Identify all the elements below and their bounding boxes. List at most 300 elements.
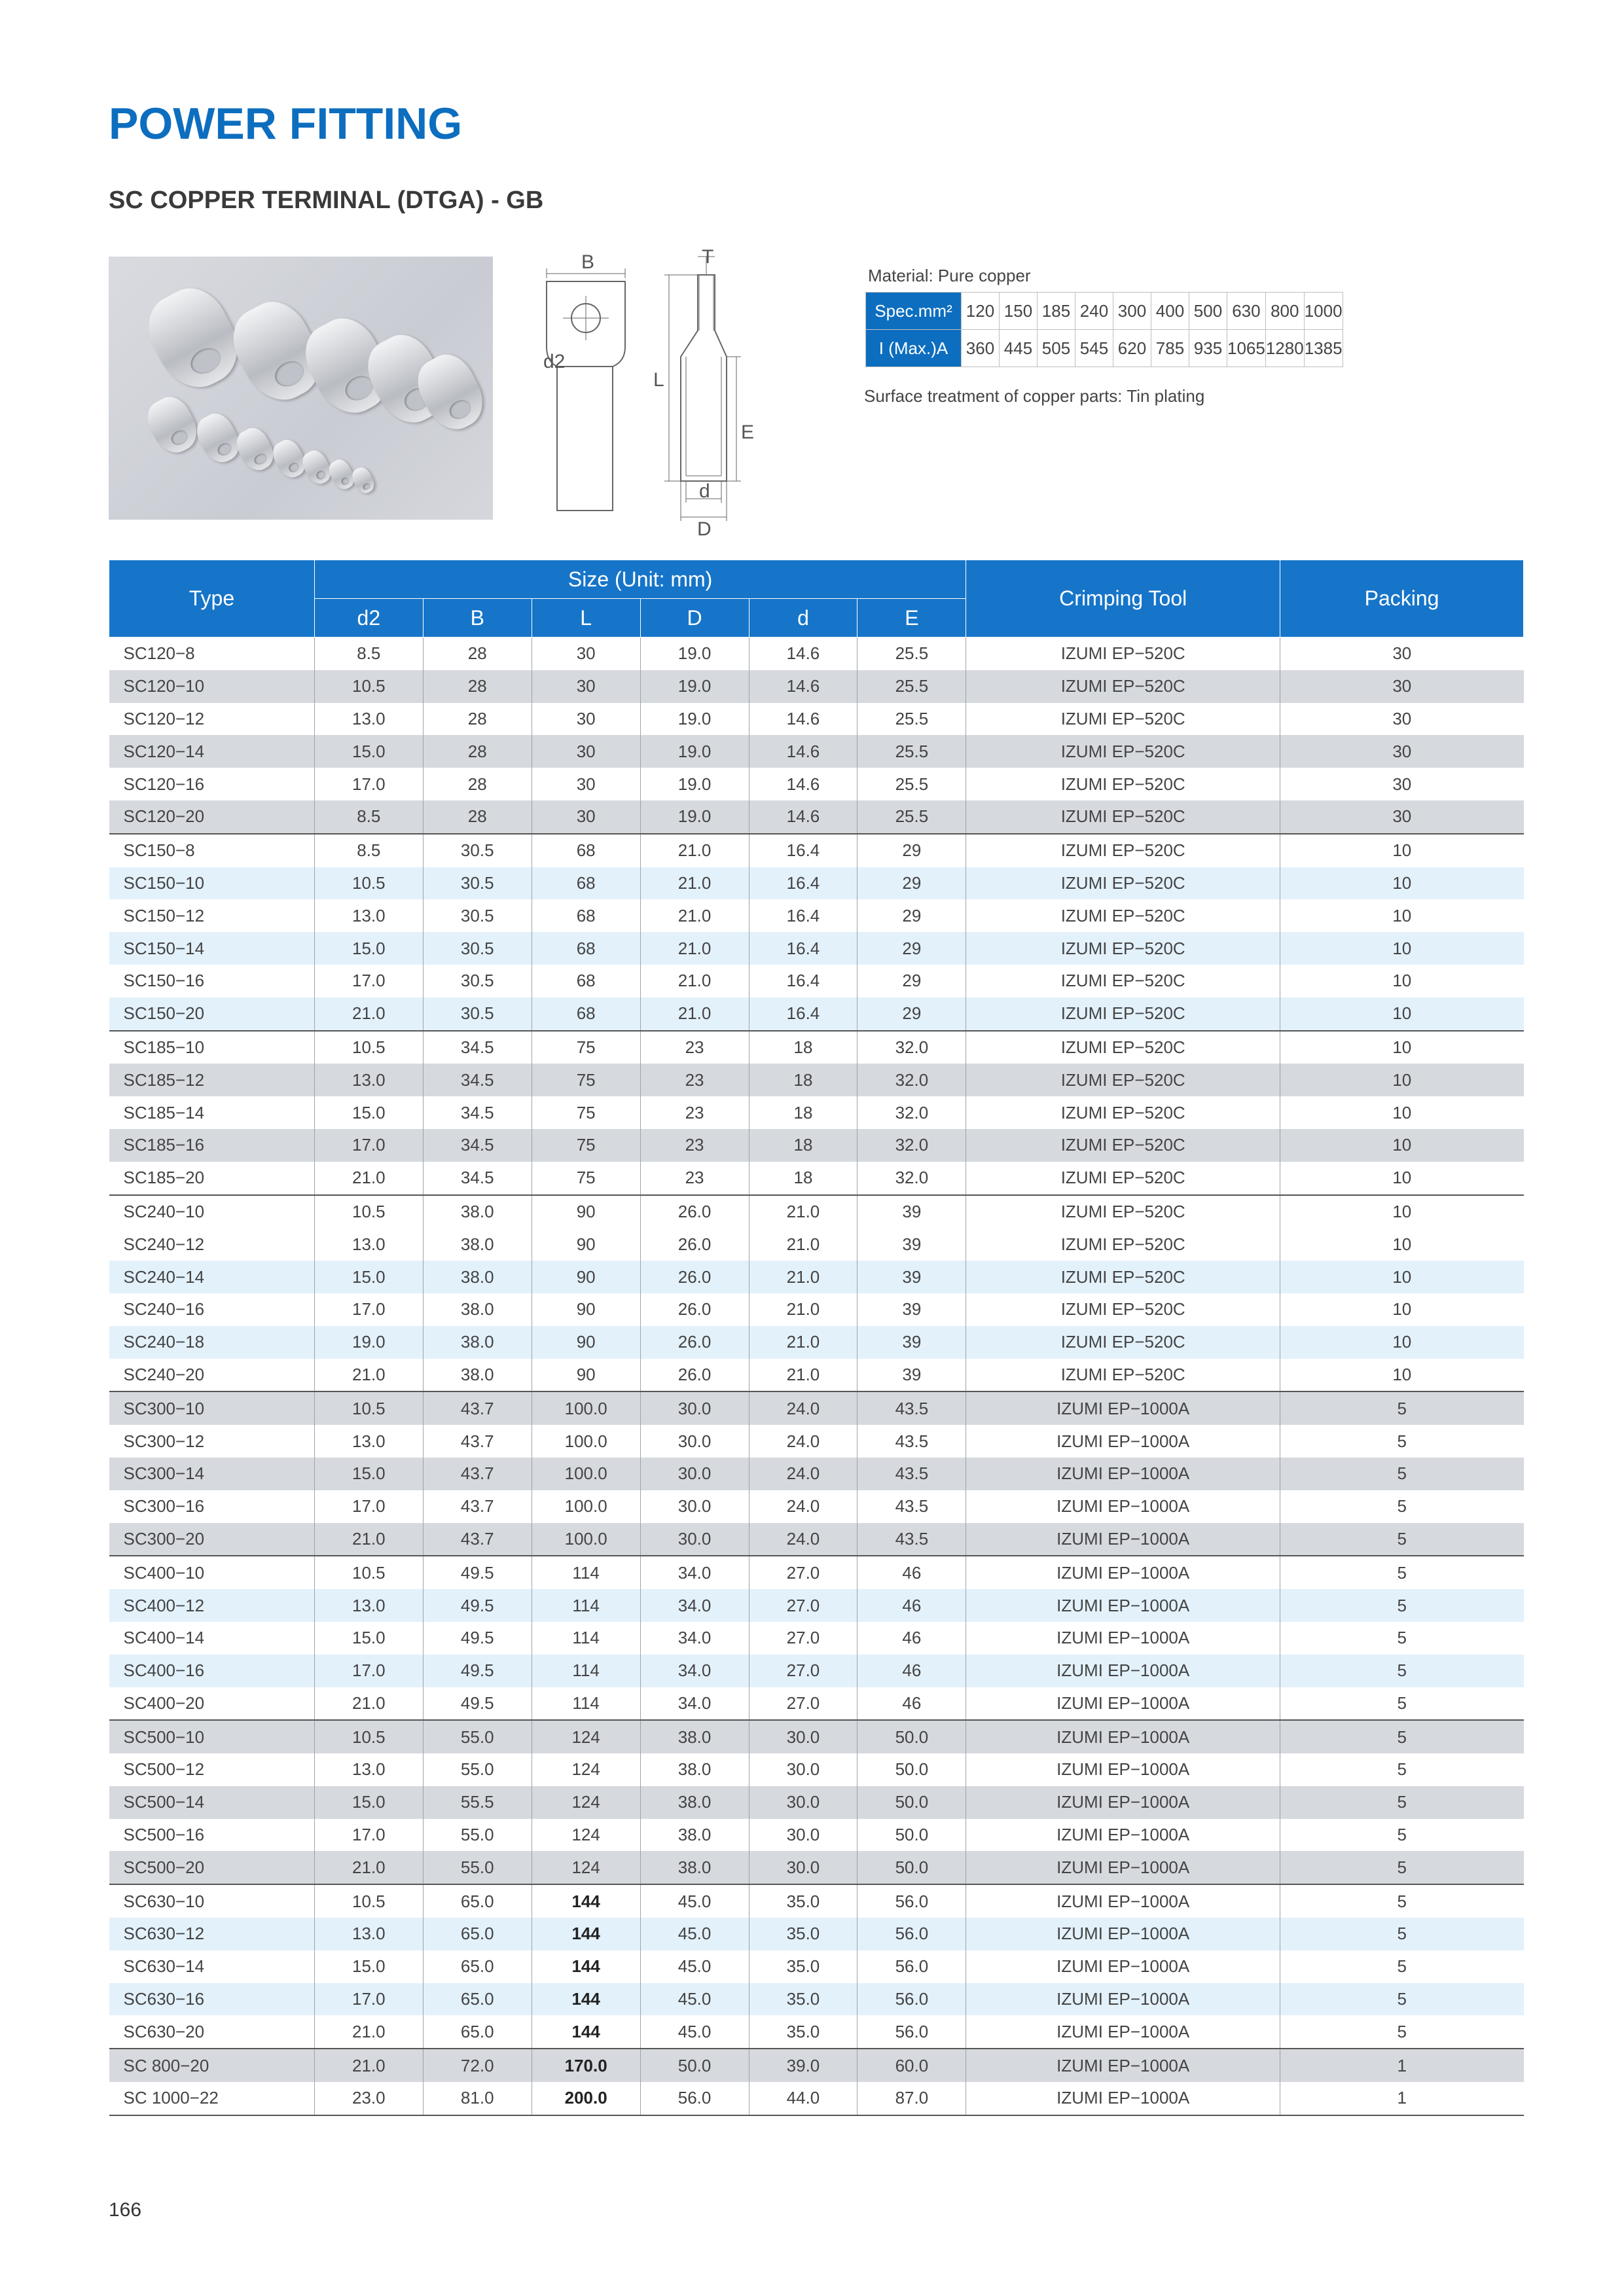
cell-big-d: 26.0 [640,1293,749,1326]
cell-crimping-tool: IZUMI EP−1000A [966,1523,1280,1556]
drawing-label-e: E [741,422,755,443]
cell-l: 170.0 [532,2049,640,2082]
cell-l: 90 [532,1228,640,1261]
cell-packing: 10 [1280,1228,1524,1261]
cell-type: SC240−12 [109,1228,315,1261]
cell-l: 30 [532,670,640,703]
cell-big-d: 21.0 [640,834,749,867]
cell-e: 25.5 [857,735,966,768]
drawing-label-d2: d2 [543,351,566,372]
cell-big-d: 19.0 [640,768,749,800]
table-row [109,1622,1524,1655]
cell-d2: 21.0 [314,997,423,1031]
cell-e: 29 [857,834,966,867]
cell-packing: 10 [1280,834,1524,867]
cell-big-d: 21.0 [640,899,749,932]
cell-crimping-tool: IZUMI EP−520C [966,768,1280,800]
cell-b: 38.0 [423,1293,532,1326]
cell-type: SC300−14 [109,1458,315,1490]
cell-big-d: 21.0 [640,867,749,900]
cell-crimping-tool: IZUMI EP−1000A [966,2049,1280,2082]
cell-big-d: 45.0 [640,2015,749,2049]
cell-crimping-tool: IZUMI EP−1000A [966,1950,1280,1983]
cell-d2: 15.0 [314,735,423,768]
table-row [109,899,1524,932]
cell-e: 25.5 [857,670,966,703]
cell-d: 16.4 [749,899,857,932]
table-row [109,834,1524,867]
spec-cell: 1000 [1304,293,1343,330]
table-row [109,1918,1524,1950]
cell-l: 68 [532,932,640,965]
cell-l: 144 [532,2015,640,2049]
cell-crimping-tool: IZUMI EP−520C [966,1359,1280,1392]
cell-d2: 15.0 [314,932,423,965]
cell-crimping-tool: IZUMI EP−520C [966,1195,1280,1229]
cell-e: 29 [857,899,966,932]
table-row [109,1983,1524,2016]
cell-big-d: 45.0 [640,1983,749,2016]
cell-crimping-tool: IZUMI EP−1000A [966,1918,1280,1950]
cell-e: 43.5 [857,1425,966,1458]
cell-b: 55.0 [423,1851,532,1884]
cell-l: 30 [532,768,640,800]
cell-l: 114 [532,1687,640,1721]
cell-l: 114 [532,1589,640,1622]
technical-drawing [530,249,838,537]
cell-type: SC150−12 [109,899,315,932]
spec-cell: 120 [962,293,1000,330]
cell-packing: 10 [1280,1129,1524,1162]
cell-crimping-tool: IZUMI EP−1000A [966,1851,1280,1884]
table-row [109,1786,1524,1819]
cell-crimping-tool: IZUMI EP−520C [966,997,1280,1031]
surface-note: Surface treatment of copper parts: Tin plating [864,386,1205,406]
cell-type: SC300−12 [109,1425,315,1458]
cell-type: SC500−10 [109,1720,315,1753]
cell-type: SC150−16 [109,965,315,997]
cell-d: 21.0 [749,1195,857,1229]
cell-d: 35.0 [749,1918,857,1950]
cell-e: 39 [857,1228,966,1261]
cell-d2: 15.0 [314,1622,423,1655]
cell-packing: 5 [1280,1851,1524,1884]
cell-type: SC120−8 [109,637,315,670]
table-row [109,1425,1524,1458]
table-row [109,932,1524,965]
cell-crimping-tool: IZUMI EP−520C [966,899,1280,932]
cell-d: 18 [749,1129,857,1162]
cell-crimping-tool: IZUMI EP−520C [966,1162,1280,1195]
cell-type: SC185−12 [109,1064,315,1096]
cell-e: 50.0 [857,1819,966,1852]
cell-b: 49.5 [423,1589,532,1622]
cell-crimping-tool: IZUMI EP−1000A [966,1786,1280,1819]
table-row [109,1064,1524,1096]
header-crimping-tool: Crimping Tool [966,560,1280,637]
spec-cell: 1385 [1304,330,1343,367]
cell-b: 38.0 [423,1359,532,1392]
cell-big-d: 19.0 [640,735,749,768]
cell-l: 114 [532,1622,640,1655]
cell-l: 100.0 [532,1523,640,1556]
cell-type: SC400−12 [109,1589,315,1622]
table-row [109,1162,1524,1195]
cell-packing: 5 [1280,1589,1524,1622]
cell-e: 50.0 [857,1851,966,1884]
cell-crimping-tool: IZUMI EP−1000A [966,1490,1280,1523]
cell-d2: 13.0 [314,703,423,736]
table-row [109,1556,1524,1589]
header-packing: Packing [1280,560,1524,637]
cell-crimping-tool: IZUMI EP−1000A [966,1983,1280,2016]
spec-table [865,292,1343,367]
header-e: E [857,599,966,637]
cell-e: 29 [857,997,966,1031]
cell-l: 144 [532,1884,640,1918]
cell-l: 100.0 [532,1391,640,1425]
spec-cell: 445 [1000,330,1038,367]
cell-packing: 5 [1280,1950,1524,1983]
cell-packing: 5 [1280,1391,1524,1425]
cell-crimping-tool: IZUMI EP−520C [966,1129,1280,1162]
spec-cell: 1280 [1265,330,1304,367]
cell-type: SC120−14 [109,735,315,768]
cell-crimping-tool: IZUMI EP−1000A [966,1458,1280,1490]
table-row [109,1096,1524,1129]
cell-type: SC120−10 [109,670,315,703]
cell-d: 21.0 [749,1326,857,1359]
cell-l: 144 [532,1983,640,2016]
cell-packing: 10 [1280,1195,1524,1229]
cell-type: SC300−10 [109,1391,315,1425]
table-row [109,1261,1524,1293]
cell-type: SC 1000−22 [109,2082,315,2115]
cell-type: SC240−14 [109,1261,315,1293]
cell-big-d: 30.0 [640,1458,749,1490]
cell-crimping-tool: IZUMI EP−520C [966,1261,1280,1293]
cell-d2: 15.0 [314,1261,423,1293]
cell-b: 43.7 [423,1391,532,1425]
cell-big-d: 34.0 [640,1556,749,1589]
cell-b: 43.7 [423,1458,532,1490]
table-row [109,1195,1524,1229]
cell-packing: 30 [1280,670,1524,703]
spec-cell: 935 [1189,330,1227,367]
product-photo [109,257,493,520]
cell-type: SC 800−20 [109,2049,315,2082]
cell-type: SC240−10 [109,1195,315,1229]
cell-l: 75 [532,1096,640,1129]
table-row [109,1950,1524,1983]
cell-b: 30.5 [423,997,532,1031]
cell-d: 14.6 [749,670,857,703]
cell-d: 14.6 [749,703,857,736]
spec-cell: 620 [1113,330,1151,367]
cell-b: 30.5 [423,932,532,965]
cell-crimping-tool: IZUMI EP−520C [966,1293,1280,1326]
cell-d: 24.0 [749,1458,857,1490]
lug-image [232,423,280,476]
cell-type: SC120−20 [109,800,315,834]
cell-d2: 13.0 [314,1918,423,1950]
cell-l: 75 [532,1064,640,1096]
cell-type: SC630−16 [109,1983,315,2016]
cell-b: 81.0 [423,2082,532,2115]
header-size: Size (Unit: mm) [314,560,965,599]
cell-big-d: 38.0 [640,1786,749,1819]
table-row [109,1687,1524,1721]
cell-packing: 10 [1280,1096,1524,1129]
cell-crimping-tool: IZUMI EP−1000A [966,1884,1280,1918]
cell-d2: 17.0 [314,1129,423,1162]
cell-packing: 30 [1280,800,1524,834]
cell-type: SC120−12 [109,703,315,736]
table-row [109,1359,1524,1392]
drawing-label-t: T [702,249,714,268]
terminal-table [109,560,1524,2116]
cell-crimping-tool: IZUMI EP−1000A [966,1622,1280,1655]
cell-packing: 30 [1280,637,1524,670]
cell-l: 124 [532,1720,640,1753]
cell-l: 124 [532,1819,640,1852]
cell-crimping-tool: IZUMI EP−1000A [966,1720,1280,1753]
cell-type: SC400−10 [109,1556,315,1589]
cell-d2: 15.0 [314,1096,423,1129]
cell-type: SC185−16 [109,1129,315,1162]
cell-b: 28 [423,768,532,800]
table-row [109,1589,1524,1622]
cell-d: 14.6 [749,735,857,768]
cell-crimping-tool: IZUMI EP−520C [966,867,1280,900]
terminal-table-body [109,637,1524,2115]
cell-d: 18 [749,1096,857,1129]
cell-d: 16.4 [749,834,857,867]
cell-b: 38.0 [423,1261,532,1293]
cell-e: 32.0 [857,1162,966,1195]
cell-type: SC150−20 [109,997,315,1031]
cell-d: 14.6 [749,637,857,670]
cell-d2: 8.5 [314,637,423,670]
cell-e: 43.5 [857,1523,966,1556]
cell-type: SC630−10 [109,1884,315,1918]
cell-packing: 1 [1280,2049,1524,2082]
table-row [109,1293,1524,1326]
cell-packing: 5 [1280,1556,1524,1589]
cell-d2: 13.0 [314,1064,423,1096]
cell-l: 68 [532,867,640,900]
cell-d: 27.0 [749,1556,857,1589]
cell-b: 34.5 [423,1031,532,1064]
cell-d: 30.0 [749,1786,857,1819]
cell-big-d: 34.0 [640,1655,749,1687]
cell-big-d: 26.0 [640,1261,749,1293]
cell-b: 65.0 [423,1918,532,1950]
cell-type: SC120−16 [109,768,315,800]
cell-type: SC240−16 [109,1293,315,1326]
spec-size-label: Spec.mm² [866,293,962,330]
cell-d2: 15.0 [314,1786,423,1819]
cell-b: 43.7 [423,1490,532,1523]
cell-b: 28 [423,800,532,834]
cell-d2: 10.5 [314,670,423,703]
cell-crimping-tool: IZUMI EP−520C [966,1326,1280,1359]
cell-e: 25.5 [857,637,966,670]
cell-d2: 17.0 [314,768,423,800]
cell-packing: 10 [1280,899,1524,932]
cell-big-d: 21.0 [640,965,749,997]
cell-big-d: 19.0 [640,637,749,670]
cell-b: 28 [423,703,532,736]
cell-e: 46 [857,1622,966,1655]
cell-b: 65.0 [423,1950,532,1983]
cell-e: 25.5 [857,703,966,736]
cell-big-d: 30.0 [640,1490,749,1523]
table-row [109,703,1524,736]
cell-d2: 10.5 [314,1720,423,1753]
cell-e: 56.0 [857,2015,966,2049]
spec-cell: 500 [1189,293,1227,330]
cell-big-d: 26.0 [640,1195,749,1229]
cell-big-d: 34.0 [640,1622,749,1655]
spec-cell: 400 [1151,293,1189,330]
cell-big-d: 50.0 [640,2049,749,2082]
cell-big-d: 19.0 [640,703,749,736]
table-row [109,1326,1524,1359]
cell-big-d: 30.0 [640,1523,749,1556]
cell-packing: 10 [1280,997,1524,1031]
cell-big-d: 38.0 [640,1720,749,1753]
cell-d: 21.0 [749,1228,857,1261]
table-row [109,1851,1524,1884]
cell-d: 16.4 [749,997,857,1031]
cell-e: 39 [857,1326,966,1359]
drawing-label-b: B [581,251,595,273]
table-row [109,1129,1524,1162]
cell-d: 30.0 [749,1720,857,1753]
cell-b: 30.5 [423,834,532,867]
cell-packing: 30 [1280,703,1524,736]
cell-d2: 8.5 [314,834,423,867]
cell-d: 44.0 [749,2082,857,2115]
cell-l: 30 [532,735,640,768]
cell-big-d: 23 [640,1031,749,1064]
cell-d2: 13.0 [314,1228,423,1261]
cell-type: SC150−10 [109,867,315,900]
cell-d2: 21.0 [314,1851,423,1884]
cell-type: SC185−10 [109,1031,315,1064]
cell-packing: 5 [1280,1655,1524,1687]
cell-packing: 5 [1280,1983,1524,2016]
cell-crimping-tool: IZUMI EP−520C [966,1031,1280,1064]
cell-big-d: 30.0 [640,1391,749,1425]
cell-packing: 5 [1280,1490,1524,1523]
cell-big-d: 19.0 [640,670,749,703]
cell-packing: 10 [1280,1031,1524,1064]
table-row [109,2015,1524,2049]
cell-d2: 21.0 [314,1162,423,1195]
spec-row-current [866,330,1343,367]
cell-d: 18 [749,1031,857,1064]
cell-type: SC400−16 [109,1655,315,1687]
cell-b: 28 [423,637,532,670]
cell-crimping-tool: IZUMI EP−520C [966,965,1280,997]
cell-e: 50.0 [857,1753,966,1786]
cell-big-d: 30.0 [640,1425,749,1458]
spec-row-size [866,293,1343,330]
cell-b: 55.0 [423,1753,532,1786]
cell-d: 24.0 [749,1391,857,1425]
cell-packing: 5 [1280,1819,1524,1852]
cell-packing: 5 [1280,1687,1524,1721]
cell-packing: 10 [1280,965,1524,997]
cell-packing: 30 [1280,768,1524,800]
cell-type: SC500−16 [109,1819,315,1852]
cell-packing: 5 [1280,1884,1524,1918]
spec-cell: 300 [1113,293,1151,330]
cell-d2: 13.0 [314,1753,423,1786]
cell-b: 55.0 [423,1819,532,1852]
cell-e: 39 [857,1293,966,1326]
spec-cell: 545 [1075,330,1113,367]
spec-cell: 505 [1038,330,1075,367]
spec-cell: 785 [1151,330,1189,367]
cell-l: 30 [532,800,640,834]
cell-b: 49.5 [423,1655,532,1687]
cell-d2: 15.0 [314,1458,423,1490]
cell-l: 75 [532,1162,640,1195]
spec-cell: 240 [1075,293,1113,330]
cell-e: 56.0 [857,1950,966,1983]
cell-b: 28 [423,735,532,768]
cell-d: 27.0 [749,1589,857,1622]
cell-d2: 10.5 [314,1031,423,1064]
cell-e: 60.0 [857,2049,966,2082]
material-note: Material: Pure copper [868,266,1031,285]
cell-d2: 17.0 [314,1983,423,2016]
cell-e: 29 [857,867,966,900]
cell-l: 75 [532,1031,640,1064]
cell-l: 144 [532,1918,640,1950]
cell-e: 56.0 [857,1884,966,1918]
cell-b: 55.5 [423,1786,532,1819]
cell-e: 29 [857,932,966,965]
cell-big-d: 34.0 [640,1687,749,1721]
cell-crimping-tool: IZUMI EP−520C [966,1228,1280,1261]
spec-current-label: I (Max.)A [866,330,962,367]
cell-crimping-tool: IZUMI EP−1000A [966,1589,1280,1622]
cell-big-d: 45.0 [640,1884,749,1918]
cell-l: 68 [532,834,640,867]
cell-big-d: 19.0 [640,800,749,834]
cell-e: 46 [857,1556,966,1589]
cell-b: 34.5 [423,1064,532,1096]
cell-crimping-tool: IZUMI EP−520C [966,735,1280,768]
cell-packing: 10 [1280,1359,1524,1392]
cell-packing: 5 [1280,1523,1524,1556]
cell-e: 56.0 [857,1983,966,2016]
cell-d: 30.0 [749,1819,857,1852]
spec-cell: 630 [1227,293,1266,330]
cell-crimping-tool: IZUMI EP−520C [966,800,1280,834]
header-type: Type [109,560,315,637]
cell-l: 30 [532,703,640,736]
cell-l: 68 [532,965,640,997]
cell-type: SC500−12 [109,1753,315,1786]
cell-type: SC630−12 [109,1918,315,1950]
cell-d: 21.0 [749,1359,857,1392]
drawing-label-big-d: D [697,518,712,537]
